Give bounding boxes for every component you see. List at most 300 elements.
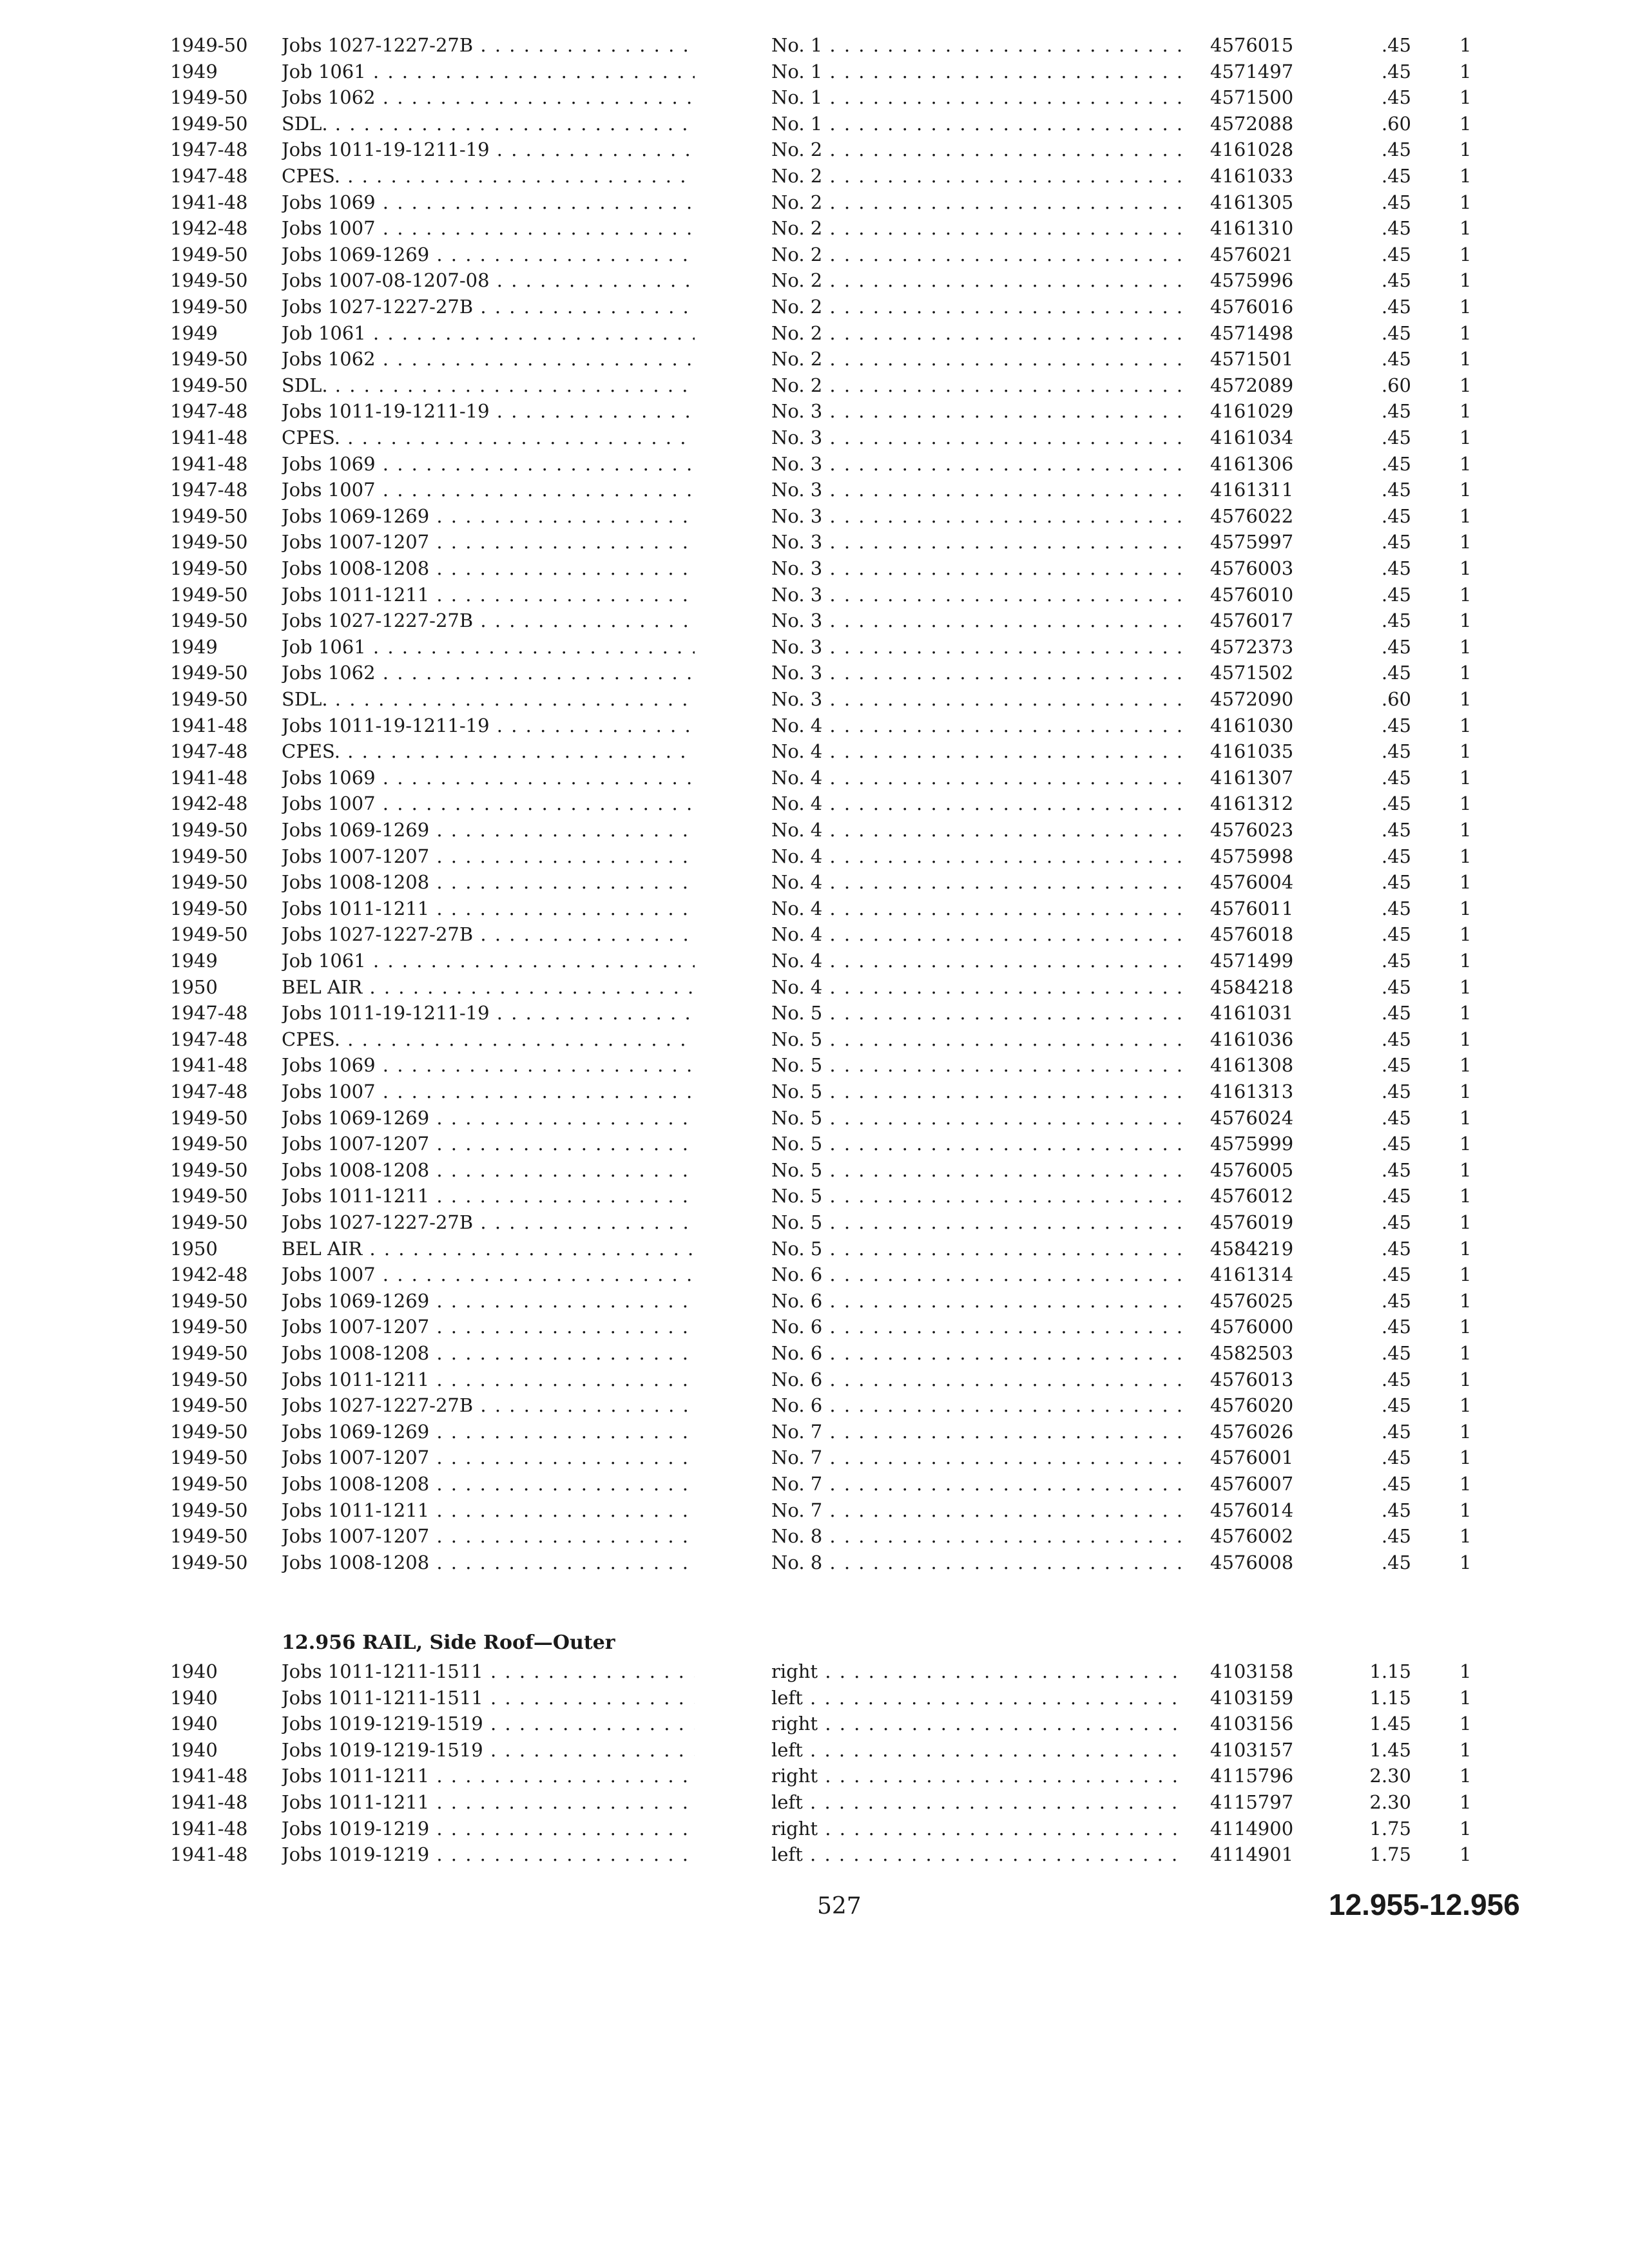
- description-cell: Jobs 1007-08-1207-08 . . .: [282, 267, 695, 294]
- position-cell: No. 8 . . .: [771, 1550, 1184, 1576]
- part-number-cell: 4571499: [1210, 950, 1294, 972]
- part-number-cell: 4576004: [1210, 871, 1294, 894]
- quantity-cell: 1: [1460, 714, 1472, 736]
- price-cell: 1.15: [1369, 1660, 1411, 1682]
- description-cell: Jobs 1007 . . .: [282, 477, 695, 503]
- price-cell: .45: [1381, 557, 1411, 579]
- year-cell: 1949-50: [170, 86, 248, 109]
- year-cell: 1949-50: [170, 1106, 248, 1129]
- year-cell: 1947-48: [170, 1002, 248, 1024]
- price-cell: .45: [1381, 793, 1411, 815]
- price-cell: .45: [1381, 1106, 1411, 1129]
- description-cell: CPES. . . .: [282, 163, 695, 189]
- quantity-cell: 1: [1460, 296, 1472, 318]
- position-cell: No. 2 . . .: [771, 242, 1184, 268]
- year-cell: 1949-50: [170, 1420, 248, 1443]
- year-cell: 1949: [170, 60, 218, 82]
- quantity-cell: 1: [1460, 1342, 1472, 1364]
- position-cell: No. 3 . . .: [771, 555, 1184, 582]
- position-cell: No. 3 . . .: [771, 503, 1184, 530]
- part-number-cell: 4161030: [1210, 714, 1294, 736]
- part-number-cell: 4115796: [1210, 1765, 1294, 1787]
- position-cell: No. 6 . . .: [771, 1262, 1184, 1288]
- year-cell: 1947-48: [170, 1081, 248, 1102]
- price-cell: .45: [1381, 1158, 1411, 1181]
- description-cell: Jobs 1069-1269 . . .: [282, 1419, 695, 1445]
- position-cell: No. 4 . . .: [771, 843, 1184, 870]
- position-cell: No. 7 . . .: [771, 1497, 1184, 1524]
- part-number-cell: 4582503: [1210, 1342, 1294, 1364]
- description-cell: Jobs 1027-1227-27B . . .: [282, 608, 695, 634]
- description-cell: Job 1061 . . .: [282, 634, 695, 660]
- description-cell: Jobs 1062 . . .: [282, 84, 695, 111]
- position-cell: No. 4 . . .: [771, 713, 1184, 739]
- part-number-cell: 4572089: [1210, 374, 1294, 396]
- page-number: 527: [817, 1893, 862, 1919]
- quantity-cell: 1: [1460, 897, 1472, 919]
- position-cell: No. 1 . . .: [771, 32, 1184, 59]
- part-number-cell: 4572088: [1210, 112, 1294, 135]
- year-cell: 1949-50: [170, 923, 248, 946]
- year-cell: 1941-48: [170, 1791, 248, 1813]
- part-number-cell: 4114901: [1210, 1843, 1294, 1866]
- quantity-cell: 1: [1460, 531, 1472, 553]
- year-cell: 1940: [170, 1660, 218, 1682]
- year-cell: 1949-50: [170, 1342, 248, 1364]
- year-cell: 1949-50: [170, 505, 248, 527]
- position-cell: No. 2 . . .: [771, 372, 1184, 399]
- description-cell: Jobs 1011-19-1211-19 . . .: [282, 713, 695, 739]
- year-cell: 1949-50: [170, 112, 248, 135]
- year-cell: 1949-50: [170, 1551, 248, 1573]
- quantity-cell: 1: [1460, 766, 1472, 789]
- quantity-cell: 1: [1460, 1133, 1472, 1155]
- price-cell: .45: [1381, 1342, 1411, 1364]
- part-number-cell: 4575999: [1210, 1133, 1294, 1155]
- price-cell: .45: [1381, 1211, 1411, 1233]
- description-cell: Jobs 1011-1211 . . .: [282, 1789, 695, 1816]
- position-cell: No. 2 . . .: [771, 163, 1184, 189]
- part-number-cell: 4584219: [1210, 1237, 1294, 1260]
- part-number-cell: 4576023: [1210, 819, 1294, 841]
- part-number-cell: 4576017: [1210, 610, 1294, 632]
- year-cell: 1949-50: [170, 296, 248, 318]
- price-cell: .45: [1381, 34, 1411, 56]
- description-cell: Jobs 1008-1208 . . .: [282, 1157, 695, 1184]
- year-cell: 1949-50: [170, 1446, 248, 1469]
- section-range-label: 12.955-12.956: [1329, 1888, 1520, 1921]
- description-cell: Jobs 1011-1211 . . .: [282, 1367, 695, 1393]
- position-cell: right . . .: [771, 1816, 1184, 1842]
- price-cell: .45: [1381, 845, 1411, 867]
- year-cell: 1941-48: [170, 1765, 248, 1787]
- position-cell: No. 4 . . .: [771, 948, 1184, 974]
- part-number-cell: 4161033: [1210, 165, 1294, 187]
- position-cell: No. 7 . . .: [771, 1471, 1184, 1497]
- description-cell: Job 1061 . . .: [282, 320, 695, 347]
- year-cell: 1941-48: [170, 1054, 248, 1077]
- position-cell: No. 2 . . .: [771, 267, 1184, 294]
- quantity-cell: 1: [1460, 1211, 1472, 1233]
- position-cell: No. 2 . . .: [771, 294, 1184, 320]
- quantity-cell: 1: [1460, 845, 1472, 867]
- position-cell: No. 2 . . .: [771, 215, 1184, 242]
- description-cell: Jobs 1069-1269 . . .: [282, 1288, 695, 1314]
- part-number-cell: 4584218: [1210, 975, 1294, 998]
- description-cell: Jobs 1069 . . .: [282, 765, 695, 791]
- price-cell: 1.45: [1369, 1738, 1411, 1761]
- description-cell: Jobs 1069-1269 . . .: [282, 1105, 695, 1131]
- part-number-cell: 4576008: [1210, 1551, 1294, 1573]
- position-cell: No. 5 . . .: [771, 1000, 1184, 1026]
- position-cell: No. 2 . . .: [771, 320, 1184, 347]
- description-cell: CPES. . . .: [282, 1026, 695, 1053]
- position-cell: No. 6 . . .: [771, 1288, 1184, 1314]
- price-cell: .45: [1381, 897, 1411, 919]
- position-cell: No. 5 . . .: [771, 1079, 1184, 1105]
- price-cell: .45: [1381, 610, 1411, 632]
- part-number-cell: 4571497: [1210, 60, 1294, 82]
- quantity-cell: 1: [1460, 139, 1472, 161]
- quantity-cell: 1: [1460, 1394, 1472, 1417]
- year-cell: 1949: [170, 950, 218, 972]
- price-cell: .45: [1381, 139, 1411, 161]
- quantity-cell: 1: [1460, 662, 1472, 684]
- quantity-cell: 1: [1460, 86, 1472, 109]
- part-number-cell: 4103158: [1210, 1660, 1294, 1682]
- part-number-cell: 4572090: [1210, 688, 1294, 710]
- year-cell: 1949-50: [170, 1394, 248, 1417]
- year-cell: 1949-50: [170, 531, 248, 553]
- price-cell: .45: [1381, 1525, 1411, 1548]
- price-cell: .45: [1381, 60, 1411, 82]
- position-cell: left . . .: [771, 1789, 1184, 1816]
- description-cell: SDL. . . .: [282, 686, 695, 713]
- position-cell: right . . .: [771, 1658, 1184, 1685]
- description-cell: Jobs 1011-1211 . . .: [282, 896, 695, 922]
- price-cell: .45: [1381, 1316, 1411, 1338]
- part-number-cell: 4161306: [1210, 452, 1294, 475]
- quantity-cell: 1: [1460, 1525, 1472, 1548]
- position-cell: No. 6 . . .: [771, 1314, 1184, 1340]
- description-cell: Jobs 1069 . . .: [282, 1052, 695, 1079]
- quantity-cell: 1: [1460, 427, 1472, 448]
- description-cell: Jobs 1011-1211 . . .: [282, 1497, 695, 1524]
- year-cell: 1949-50: [170, 1133, 248, 1155]
- quantity-cell: 1: [1460, 1368, 1472, 1390]
- quantity-cell: 1: [1460, 557, 1472, 579]
- position-cell: No. 3 . . .: [771, 608, 1184, 634]
- price-cell: .45: [1381, 348, 1411, 370]
- part-number-cell: 4576025: [1210, 1289, 1294, 1312]
- part-number-cell: 4161312: [1210, 793, 1294, 815]
- price-cell: .45: [1381, 1081, 1411, 1102]
- price-cell: .45: [1381, 714, 1411, 736]
- description-cell: SDL. . . .: [282, 372, 695, 399]
- part-number-cell: 4161036: [1210, 1028, 1294, 1050]
- year-cell: 1949-50: [170, 1185, 248, 1207]
- year-cell: 1949-50: [170, 871, 248, 894]
- position-cell: No. 1 . . .: [771, 59, 1184, 85]
- quantity-cell: 1: [1460, 400, 1472, 423]
- description-cell: Jobs 1069-1269 . . .: [282, 817, 695, 843]
- position-cell: No. 2 . . .: [771, 137, 1184, 163]
- price-cell: .60: [1381, 374, 1411, 396]
- part-number-cell: 4576010: [1210, 583, 1294, 606]
- part-number-cell: 4161031: [1210, 1002, 1294, 1024]
- description-cell: Jobs 1019-1219 . . .: [282, 1816, 695, 1842]
- part-number-cell: 4161311: [1210, 479, 1294, 501]
- quantity-cell: 1: [1460, 1713, 1472, 1735]
- year-cell: 1947-48: [170, 479, 248, 501]
- price-cell: .45: [1381, 1289, 1411, 1312]
- year-cell: 1949-50: [170, 34, 248, 56]
- price-cell: .45: [1381, 662, 1411, 684]
- price-cell: .45: [1381, 766, 1411, 789]
- position-cell: No. 5 . . .: [771, 1209, 1184, 1236]
- part-number-cell: 4576001: [1210, 1446, 1294, 1469]
- position-cell: No. 3 . . .: [771, 477, 1184, 503]
- part-number-cell: 4576019: [1210, 1211, 1294, 1233]
- price-cell: .45: [1381, 819, 1411, 841]
- price-cell: .45: [1381, 269, 1411, 292]
- position-cell: No. 6 . . .: [771, 1392, 1184, 1419]
- price-cell: .45: [1381, 479, 1411, 501]
- position-cell: No. 8 . . .: [771, 1523, 1184, 1550]
- quantity-cell: 1: [1460, 793, 1472, 815]
- description-cell: BEL AIR . . .: [282, 974, 695, 1001]
- description-cell: Jobs 1008-1208 . . .: [282, 555, 695, 582]
- quantity-cell: 1: [1460, 950, 1472, 972]
- part-number-cell: 4576013: [1210, 1368, 1294, 1390]
- part-number-cell: 4161035: [1210, 740, 1294, 763]
- year-cell: 1949-50: [170, 243, 248, 265]
- quantity-cell: 1: [1460, 1106, 1472, 1129]
- position-cell: No. 3 . . .: [771, 686, 1184, 713]
- position-cell: No. 4 . . .: [771, 738, 1184, 765]
- price-cell: .45: [1381, 296, 1411, 318]
- description-cell: Jobs 1008-1208 . . .: [282, 1340, 695, 1367]
- quantity-cell: 1: [1460, 505, 1472, 527]
- quantity-cell: 1: [1460, 452, 1472, 475]
- description-cell: Jobs 1011-19-1211-19 . . .: [282, 137, 695, 163]
- quantity-cell: 1: [1460, 923, 1472, 946]
- description-cell: CPES. . . .: [282, 425, 695, 451]
- price-cell: .45: [1381, 1028, 1411, 1050]
- position-cell: No. 3 . . .: [771, 398, 1184, 425]
- position-cell: No. 2 . . .: [771, 346, 1184, 372]
- position-cell: No. 5 . . .: [771, 1026, 1184, 1053]
- description-cell: Jobs 1007-1207 . . .: [282, 843, 695, 870]
- part-number-cell: 4572373: [1210, 635, 1294, 658]
- year-cell: 1949-50: [170, 1289, 248, 1312]
- year-cell: 1941-48: [170, 714, 248, 736]
- year-cell: 1947-48: [170, 165, 248, 187]
- part-number-cell: 4161308: [1210, 1054, 1294, 1077]
- position-cell: left . . .: [771, 1685, 1184, 1711]
- description-cell: Jobs 1007 . . .: [282, 1262, 695, 1288]
- position-cell: No. 3 . . .: [771, 660, 1184, 686]
- description-cell: Jobs 1011-1211-1511 . . .: [282, 1658, 695, 1685]
- quantity-cell: 1: [1460, 1237, 1472, 1260]
- quantity-cell: 1: [1460, 479, 1472, 501]
- position-cell: No. 3 . . .: [771, 529, 1184, 555]
- description-cell: Jobs 1069-1269 . . .: [282, 242, 695, 268]
- part-number-cell: 4576024: [1210, 1106, 1294, 1129]
- price-cell: .45: [1381, 1237, 1411, 1260]
- year-cell: 1947-48: [170, 139, 248, 161]
- year-cell: 1949-50: [170, 1473, 248, 1495]
- description-cell: Job 1061 . . .: [282, 948, 695, 974]
- price-cell: .45: [1381, 322, 1411, 344]
- price-cell: .45: [1381, 1446, 1411, 1469]
- price-cell: .45: [1381, 1551, 1411, 1573]
- quantity-cell: 1: [1460, 348, 1472, 370]
- price-cell: .45: [1381, 531, 1411, 553]
- price-cell: 1.15: [1369, 1686, 1411, 1709]
- quantity-cell: 1: [1460, 1473, 1472, 1495]
- year-cell: 1949: [170, 635, 218, 658]
- position-cell: No. 2 . . .: [771, 189, 1184, 216]
- quantity-cell: 1: [1460, 740, 1472, 763]
- part-number-cell: 4576012: [1210, 1185, 1294, 1207]
- part-number-cell: 4571500: [1210, 86, 1294, 109]
- price-cell: .45: [1381, 1420, 1411, 1443]
- quantity-cell: 1: [1460, 1054, 1472, 1077]
- year-cell: 1949-50: [170, 374, 248, 396]
- description-cell: SDL. . . .: [282, 111, 695, 137]
- price-cell: .45: [1381, 583, 1411, 606]
- part-number-cell: 4571498: [1210, 322, 1294, 344]
- price-cell: .45: [1381, 975, 1411, 998]
- position-cell: No. 3 . . .: [771, 634, 1184, 660]
- description-cell: Jobs 1011-1211 . . .: [282, 582, 695, 608]
- part-number-cell: 4161310: [1210, 217, 1294, 240]
- position-cell: No. 5 . . .: [771, 1131, 1184, 1157]
- quantity-cell: 1: [1460, 1738, 1472, 1761]
- position-cell: No. 6 . . .: [771, 1367, 1184, 1393]
- part-number-cell: 4575998: [1210, 845, 1294, 867]
- quantity-cell: 1: [1460, 112, 1472, 135]
- price-cell: .45: [1381, 427, 1411, 448]
- description-cell: Jobs 1007-1207 . . .: [282, 1314, 695, 1340]
- quantity-cell: 1: [1460, 1817, 1472, 1840]
- description-cell: Jobs 1007-1207 . . .: [282, 1523, 695, 1550]
- description-cell: Jobs 1019-1219-1519 . . .: [282, 1711, 695, 1737]
- position-cell: No. 4 . . .: [771, 765, 1184, 791]
- position-cell: No. 5 . . .: [771, 1236, 1184, 1262]
- price-cell: .45: [1381, 191, 1411, 213]
- price-cell: .45: [1381, 86, 1411, 109]
- part-number-cell: 4114900: [1210, 1817, 1294, 1840]
- part-number-cell: 4576011: [1210, 897, 1294, 919]
- description-cell: Jobs 1007-1207 . . .: [282, 1131, 695, 1157]
- price-cell: .45: [1381, 165, 1411, 187]
- price-cell: .45: [1381, 505, 1411, 527]
- part-number-cell: 4576018: [1210, 923, 1294, 946]
- quantity-cell: 1: [1460, 1686, 1472, 1709]
- year-cell: 1950: [170, 975, 218, 998]
- description-cell: Jobs 1019-1219 . . .: [282, 1841, 695, 1868]
- part-number-cell: 4576021: [1210, 243, 1294, 265]
- description-cell: Jobs 1007 . . .: [282, 791, 695, 817]
- description-cell: Jobs 1069-1269 . . .: [282, 503, 695, 530]
- price-cell: .45: [1381, 243, 1411, 265]
- year-cell: 1949-50: [170, 1211, 248, 1233]
- quantity-cell: 1: [1460, 871, 1472, 894]
- position-cell: No. 4 . . .: [771, 896, 1184, 922]
- quantity-cell: 1: [1460, 1420, 1472, 1443]
- part-number-cell: 4576026: [1210, 1420, 1294, 1443]
- year-cell: 1949-50: [170, 662, 248, 684]
- description-cell: Jobs 1027-1227-27B . . .: [282, 1209, 695, 1236]
- year-cell: 1950: [170, 1237, 218, 1260]
- part-number-cell: 4576014: [1210, 1499, 1294, 1521]
- price-cell: .45: [1381, 1264, 1411, 1286]
- section-heading: 12.956 RAIL, Side Roof—Outer: [282, 1631, 615, 1654]
- position-cell: No. 3 . . .: [771, 425, 1184, 451]
- position-cell: No. 1 . . .: [771, 111, 1184, 137]
- part-number-cell: 4576016: [1210, 296, 1294, 318]
- description-cell: Jobs 1007-1207 . . .: [282, 1445, 695, 1471]
- year-cell: 1947-48: [170, 1028, 248, 1050]
- year-cell: 1949-50: [170, 1499, 248, 1521]
- quantity-cell: 1: [1460, 1446, 1472, 1469]
- quantity-cell: 1: [1460, 1765, 1472, 1787]
- price-cell: 1.75: [1369, 1817, 1411, 1840]
- part-number-cell: 4571501: [1210, 348, 1294, 370]
- quantity-cell: 1: [1460, 1660, 1472, 1682]
- price-cell: 1.45: [1369, 1713, 1411, 1735]
- quantity-cell: 1: [1460, 819, 1472, 841]
- year-cell: 1949-50: [170, 845, 248, 867]
- year-cell: 1949-50: [170, 897, 248, 919]
- price-cell: .45: [1381, 923, 1411, 946]
- part-number-cell: 4161313: [1210, 1081, 1294, 1102]
- quantity-cell: 1: [1460, 1185, 1472, 1207]
- year-cell: 1941-48: [170, 427, 248, 448]
- year-cell: 1949-50: [170, 348, 248, 370]
- part-number-cell: 4576005: [1210, 1158, 1294, 1181]
- price-cell: .45: [1381, 1002, 1411, 1024]
- part-number-cell: 4161307: [1210, 766, 1294, 789]
- position-cell: No. 7 . . .: [771, 1445, 1184, 1471]
- year-cell: 1941-48: [170, 766, 248, 789]
- part-number-cell: 4161314: [1210, 1264, 1294, 1286]
- year-cell: 1940: [170, 1686, 218, 1709]
- price-cell: .45: [1381, 1473, 1411, 1495]
- quantity-cell: 1: [1460, 34, 1472, 56]
- part-number-cell: 4576000: [1210, 1316, 1294, 1338]
- part-number-cell: 4576007: [1210, 1473, 1294, 1495]
- price-cell: .60: [1381, 688, 1411, 710]
- position-cell: No. 6 . . .: [771, 1340, 1184, 1367]
- year-cell: 1941-48: [170, 452, 248, 475]
- description-cell: Jobs 1011-1211 . . .: [282, 1763, 695, 1789]
- position-cell: No. 4 . . .: [771, 791, 1184, 817]
- quantity-cell: 1: [1460, 1081, 1472, 1102]
- quantity-cell: 1: [1460, 1843, 1472, 1866]
- year-cell: 1947-48: [170, 740, 248, 763]
- year-cell: 1949-50: [170, 269, 248, 292]
- part-number-cell: 4103157: [1210, 1738, 1294, 1761]
- year-cell: 1942-48: [170, 217, 248, 240]
- price-cell: 2.30: [1369, 1791, 1411, 1813]
- year-cell: 1940: [170, 1738, 218, 1761]
- quantity-cell: 1: [1460, 165, 1472, 187]
- quantity-cell: 1: [1460, 269, 1472, 292]
- position-cell: No. 5 . . .: [771, 1052, 1184, 1079]
